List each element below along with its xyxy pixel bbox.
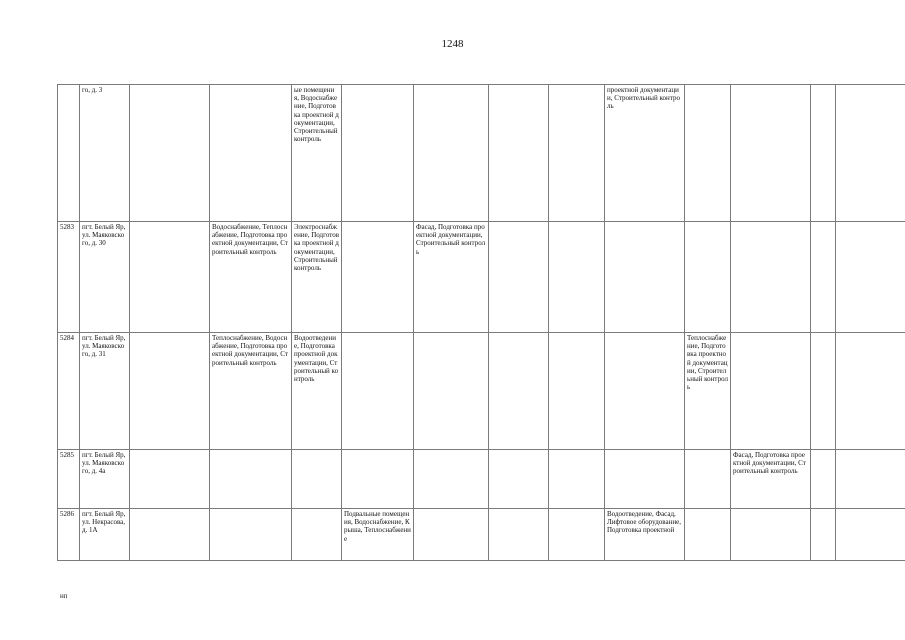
work-cell [130,450,210,509]
address-cell: пгт. Белый Яр, ул. Маяковского, д. 4а [80,450,130,509]
work-cell: Фасад, Подготовка проектной документации, Строительный контроль [731,450,811,509]
work-cell [414,333,489,450]
work-cell [549,85,605,222]
work-cell [414,450,489,509]
work-cell [836,509,905,561]
work-cell [549,333,605,450]
work-cell [210,509,292,561]
work-cell [731,85,811,222]
work-cell [685,450,731,509]
work-cell [292,509,342,561]
work-cell [210,85,292,222]
work-cell [130,333,210,450]
work-cell [811,222,836,333]
work-cell [549,450,605,509]
work-cell [414,85,489,222]
table-body [58,85,905,561]
work-cell [342,333,414,450]
row-number-cell [58,85,80,222]
work-cell [292,450,342,509]
work-cell [130,85,210,222]
work-cell [731,509,811,561]
work-cell [811,85,836,222]
row-number-cell: 5284 [58,333,80,450]
work-cell [731,222,811,333]
work-cell [811,450,836,509]
row-number-cell: 5286 [58,509,80,561]
table-row [58,222,905,333]
work-cell: ые помещения, Водоснабжение, Подготовка проектной документации, Строительный контроль [292,85,342,222]
work-cell [342,450,414,509]
work-cell [685,222,731,333]
table-row [58,333,905,450]
work-cell [489,450,549,509]
work-cell [130,509,210,561]
work-cell [489,333,549,450]
row-number-cell: 5285 [58,450,80,509]
work-cell [549,222,605,333]
work-cell: Водоснабжение, Теплоснабжение, Подготовка проектной документации, Строительный контроль [210,222,292,333]
work-cell [130,222,210,333]
work-cell [549,509,605,561]
work-cell [489,509,549,561]
table-row [58,509,905,561]
work-cell: Подвальные помещения, Водоснабжение, Крыша, Теплоснабжение [342,509,414,561]
works-table [57,84,905,561]
work-cell: Водоотведение, Подготовка проектной документации, Строительный контроль [292,333,342,450]
page-footer: нп [60,592,68,600]
work-cell [210,450,292,509]
work-cell [489,222,549,333]
work-cell [342,85,414,222]
work-cell [685,509,731,561]
work-cell [811,333,836,450]
page-number: 1248 [441,38,464,50]
address-cell: пгт. Белый Яр, ул. Некрасова, д. 1А [80,509,130,561]
work-cell [836,222,905,333]
work-cell [605,333,685,450]
work-cell [605,450,685,509]
address-cell: пгт. Белый Яр, ул. Маяковского, д. 31 [80,333,130,450]
work-cell: Теплоснабжение, Водоснабжение, Подготовка проектной документации, Строительный контроль [210,333,292,450]
work-cell [836,450,905,509]
work-cell: Водоотведение, Фасад, Лифтовое оборудование, Подготовка проектной [605,509,685,561]
work-cell: Теплоснабжение, Подготовка проектной документации, Строительный контроль [685,333,731,450]
work-cell [414,509,489,561]
work-cell: Электроснабжение, Подготовка проектной документации, Строительный контроль [292,222,342,333]
row-number-cell: 5283 [58,222,80,333]
work-cell [731,333,811,450]
work-cell: проектной документации, Строительный контроль [605,85,685,222]
work-cell [342,222,414,333]
table-row [58,85,905,222]
address-cell: го, д. 3 [80,85,130,222]
table-row [58,450,905,509]
address-cell: пгт. Белый Яр, ул. Маяковского, д. 30 [80,222,130,333]
work-cell [605,222,685,333]
work-cell [811,509,836,561]
work-cell [489,85,549,222]
work-cell: Фасад, Подготовка проектной документации, Строительный контроль [414,222,489,333]
work-cell [685,85,731,222]
work-cell [836,85,905,222]
work-cell [836,333,905,450]
